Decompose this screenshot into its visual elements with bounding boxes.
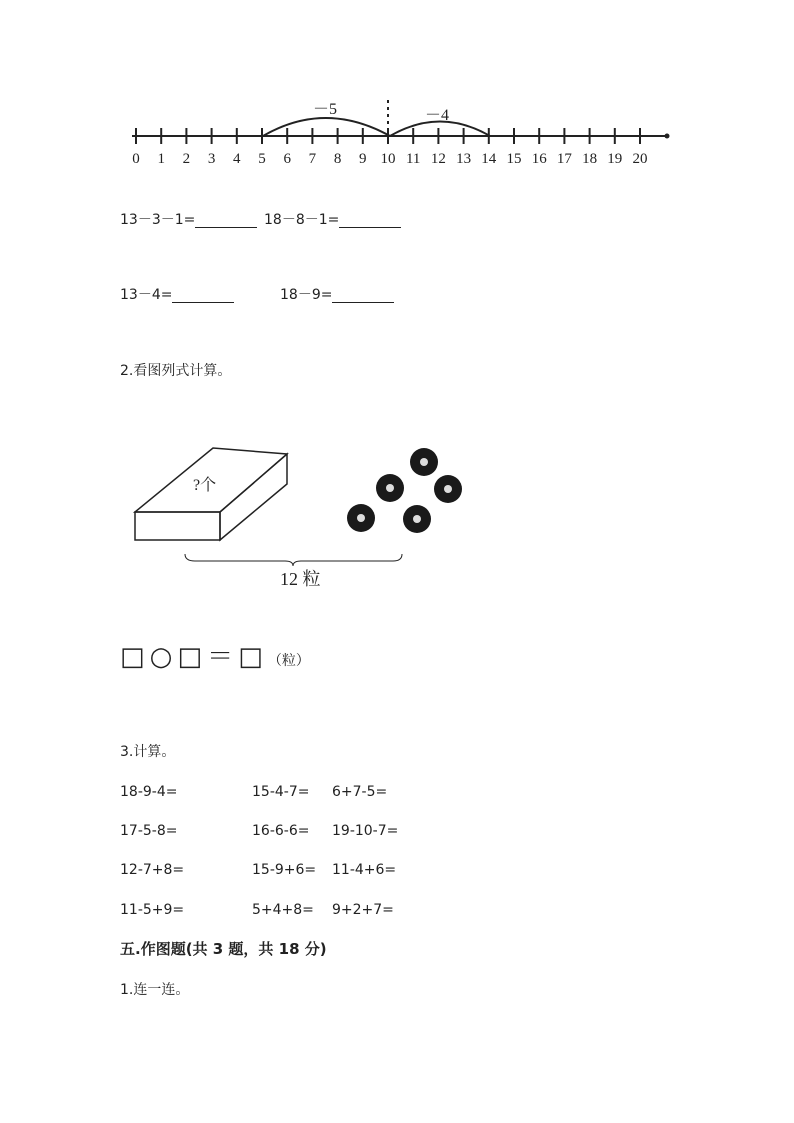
calc-item: 19-10-7= xyxy=(332,823,399,839)
equals-sign: ＝ xyxy=(207,642,234,672)
expr-row-1b xyxy=(264,212,401,228)
tick-label: 15 xyxy=(506,151,522,167)
answer-box-1[interactable]: □ xyxy=(120,642,145,672)
box-illustration xyxy=(135,448,287,540)
tick-label: 13 xyxy=(456,151,472,167)
tick-label: 16 xyxy=(531,151,547,167)
tick-label: 3 xyxy=(207,151,216,167)
equation-row xyxy=(120,643,310,671)
jump-arc-minus-5 xyxy=(263,118,390,136)
expr-row-2b xyxy=(280,287,394,303)
expr-row-1 xyxy=(120,212,257,228)
tick-label: 10 xyxy=(380,151,396,167)
calc-row xyxy=(332,823,398,839)
calc-row xyxy=(120,902,184,918)
calc-row xyxy=(252,784,309,800)
number-line xyxy=(120,95,680,175)
calc-row xyxy=(120,823,177,839)
q3-title: 3.计算。 xyxy=(120,744,176,760)
tick-label: 4 xyxy=(233,151,241,167)
tick-label: 17 xyxy=(556,151,572,167)
tick-label: 11 xyxy=(405,151,421,167)
tick-label: 6 xyxy=(283,151,291,167)
total-label: 12 粒 xyxy=(280,569,321,589)
tick-label: 20 xyxy=(632,151,648,167)
calc-item: 11-5+9= xyxy=(120,902,185,918)
calc-row xyxy=(332,784,387,800)
calc-item: 16-6-6= xyxy=(252,823,310,839)
q5-1-title: 1.连一连。 xyxy=(120,982,190,998)
expr-row-2 xyxy=(120,287,234,303)
tick-label: 18 xyxy=(582,151,598,167)
calc-item: 12-7+8= xyxy=(120,862,185,878)
answer-blank[interactable] xyxy=(339,213,401,228)
calc-item: 15-4-7= xyxy=(252,784,310,800)
tick-label: 14 xyxy=(481,151,497,167)
unit-label: （粒） xyxy=(267,653,310,669)
calc-item: 11-4+6= xyxy=(332,862,397,878)
tick-label: 1 xyxy=(157,151,165,167)
brace xyxy=(185,554,402,566)
q2-figure xyxy=(125,440,475,595)
calc-row xyxy=(120,862,184,878)
expr-13-3-1: 13－3－1= xyxy=(120,212,196,228)
calc-item: 18-9-4= xyxy=(120,784,178,800)
tick-label: 5 xyxy=(258,151,266,167)
calc-row xyxy=(252,902,314,918)
operator-circle[interactable]: ○ xyxy=(149,642,173,672)
calc-item: 15-9+6= xyxy=(252,862,317,878)
jump-right-label: －4 xyxy=(425,107,450,124)
calc-row xyxy=(252,823,309,839)
expr-18-8-1: 18－8－1= xyxy=(264,212,340,228)
expr-18-9: 18－9= xyxy=(280,287,333,303)
tick-label: 8 xyxy=(333,151,342,167)
q2-title: 2.看图列式计算。 xyxy=(120,363,232,379)
calc-item: 17-5-8= xyxy=(120,823,178,839)
calc-row xyxy=(332,902,394,918)
calc-row xyxy=(120,784,177,800)
section-5-title: 五.作图题(共 3 题，共 18 分) xyxy=(120,940,327,958)
tick-label: 2 xyxy=(182,151,191,167)
calc-row xyxy=(332,862,396,878)
answer-blank[interactable] xyxy=(172,288,234,303)
calc-item: 9+2+7= xyxy=(332,902,394,918)
calc-item: 6+7-5= xyxy=(332,784,388,800)
tick-label: 7 xyxy=(308,151,317,167)
tick-label: 0 xyxy=(132,151,140,167)
calc-row xyxy=(252,862,316,878)
answer-box-2[interactable]: □ xyxy=(177,642,203,672)
tick-label: 9 xyxy=(359,151,367,167)
calc-item: 5+4+8= xyxy=(252,902,314,918)
answer-box-3[interactable]: □ xyxy=(238,642,263,672)
answer-blank[interactable] xyxy=(332,288,394,303)
box-label: ?个 xyxy=(193,477,217,494)
ball-group xyxy=(347,448,462,533)
expr-13-4: 13－4= xyxy=(120,287,173,303)
jump-left-label: －5 xyxy=(313,101,338,118)
tick-label: 19 xyxy=(607,151,623,167)
answer-blank[interactable] xyxy=(195,213,257,228)
tick-label: 12 xyxy=(430,151,446,167)
